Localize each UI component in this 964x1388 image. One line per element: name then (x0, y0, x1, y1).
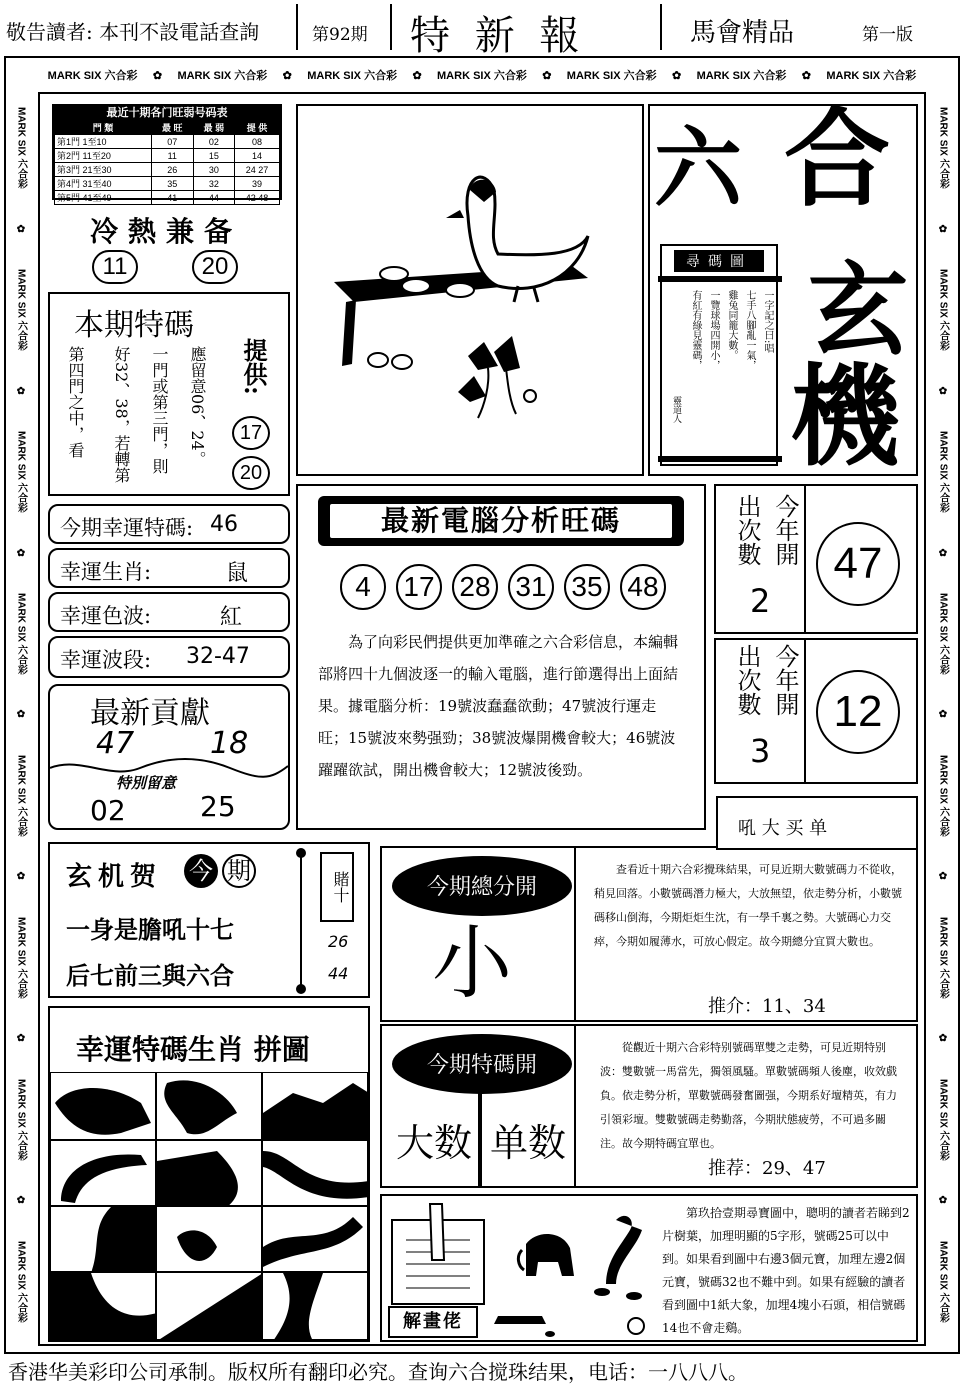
year-stat-label: 今年開 (771, 494, 799, 566)
puzzle-shape (51, 1141, 156, 1206)
strip-text: MARK SIX 六合彩 (937, 431, 949, 513)
strip-dot: ✿ (937, 385, 949, 397)
year-stat-divider (804, 486, 806, 632)
xuanji-line: 后七前三與六合 (66, 961, 234, 990)
special-code-title: 本期特碼 (74, 308, 194, 343)
year-stat-number: 47 (816, 522, 900, 606)
strip-text: MARK SIX 六合彩 (177, 70, 268, 82)
puzzle-piece (262, 1072, 368, 1140)
special-open-label: 今期特碼開 (426, 1053, 537, 1078)
lucky-zodiac-label: 幸運生肖: (60, 560, 152, 584)
scroll-col: 雞兔同籠大數。 (726, 290, 737, 360)
provide-number: 20 (232, 456, 270, 490)
strip-dot: ✿ (282, 69, 292, 82)
special-open-divider (478, 1092, 482, 1186)
history-table-panel (52, 104, 282, 203)
puzzle-shape (51, 1273, 156, 1340)
border-strip-top (40, 62, 924, 88)
puzzle-piece (156, 1206, 262, 1272)
strip-dot: ✿ (15, 385, 27, 397)
contribution-number: 18 (210, 726, 249, 761)
total-open-rec: 推介：11、34 (708, 996, 826, 1017)
strip-text: MARK SIX 六合彩 (437, 70, 527, 82)
border-strip-left (8, 90, 34, 1340)
puzzle-piece (262, 1272, 368, 1340)
strip-dot: ✿ (15, 1033, 27, 1045)
strip-dot: ✿ (672, 69, 682, 82)
puzzle-shape (157, 1273, 262, 1340)
contribution-panel (48, 684, 290, 830)
main-banner (648, 96, 918, 481)
strip-dot: ✿ (937, 871, 949, 883)
computer-body: 為了向彩民們提供更加準確之六合彩信息，本編輯部將四十九個波逐一的輸入電腦，進行節選得出上面結果。據電腦分析：19號波蠢蠢欲動；47號波行運走旺；15號波來勢强勁；38號波爆開機會較大；46號波躍躍欲試，開出機會較大；12號波後勁。 (318, 633, 679, 779)
strip-dot: ✿ (15, 547, 27, 559)
edition-label: 第一版 (862, 25, 913, 45)
year-stat-number: 12 (816, 670, 900, 754)
puzzle-piece (262, 1206, 368, 1272)
scroll-col: 七手八腳亂一氣， (744, 290, 755, 370)
lucky-code-row (48, 504, 290, 544)
year-stat-panel (714, 484, 918, 634)
banner-char: 機 (790, 352, 900, 481)
computer-number: 17 (396, 564, 442, 610)
strip-text: MARK SIX 六合彩 (937, 1240, 949, 1323)
puzzle-piece (50, 1272, 156, 1340)
strip-text: MARK SIX 六合彩 (15, 431, 27, 513)
special-note-label: 特別留意 (116, 774, 177, 792)
cold-hot-title: 冷熱兼备 (90, 215, 243, 248)
provide-label: 提供: (239, 338, 268, 395)
lucky-zodiac-value: 鼠 (226, 561, 249, 586)
header-divider-2 (390, 4, 392, 50)
lucky-range-label: 幸運波段: (60, 648, 152, 672)
puzzle-shape (263, 1073, 368, 1140)
col-header: 最 弱 (193, 121, 235, 135)
puzzle-piece (156, 1140, 262, 1206)
strip-dot: ✿ (937, 223, 949, 235)
banner-char: 合 (784, 96, 890, 221)
strip-text: MARK SIX 六合彩 (15, 917, 27, 999)
puzzle-panel (48, 1006, 370, 1342)
history-table (54, 120, 280, 205)
special-open-value: 大数 (396, 1121, 473, 1165)
riddle-panel (380, 1194, 918, 1342)
strip-text: MARK SIX 六合彩 (15, 1240, 27, 1323)
table-row: 第4門 31至40 35 32 39 (55, 177, 280, 191)
xuanji-heading-box: 期 (222, 854, 256, 888)
strip-dot: ✿ (801, 69, 811, 82)
banner-char: 玄 (808, 251, 908, 369)
special-open-col-divider (574, 1026, 576, 1186)
total-open-text: 查看近十期六合彩攪珠結果，可見近期大數號碼力不從收，稍見回落。小數號碼潛力極大，大放無望，依走勢分析，小數號碼移山倒海，今期炬炬生沈，有一學千裏之勢。大號碼心力交瘁，今期如履薄水，可放心假定。故今期總分宜買大數也。 (594, 863, 902, 948)
paper-subtitle: 馬會精品 (690, 18, 795, 48)
total-open-label: 今期總分開 (426, 875, 537, 900)
lucky-range-value: 32-47 (186, 644, 250, 669)
lucky-code-value: 46 (210, 512, 238, 537)
lucky-code-label: 今期幸運特碼: (60, 516, 194, 540)
puzzle-shape (263, 1273, 368, 1340)
scroll-label: 尋碼圖 (674, 250, 764, 272)
xuanji-line: 一身是膽吼十七 (66, 915, 234, 944)
year-stat-divider (804, 640, 806, 782)
strip-dot: ✿ (15, 1195, 27, 1207)
year-stat-label: 今年開 (771, 644, 799, 716)
issue-number: 第92期 (312, 25, 368, 45)
strip-text: MARK SIX 六合彩 (937, 1079, 949, 1161)
scroll-col: 有紅有綠見靈碼， (690, 290, 701, 370)
history-table-title: 最近十期各门旺弱号码表 (54, 106, 280, 120)
special-open-value: 单数 (490, 1121, 567, 1165)
year-stat-label: 出次數 (733, 494, 761, 566)
strip-text: MARK SIX 六合彩 (696, 70, 787, 82)
xuanji-panel (48, 842, 370, 998)
computer-title: 最新電腦分析旺碼 (328, 502, 674, 540)
puzzle-shape (263, 1141, 368, 1206)
puzzle-shape (51, 1207, 156, 1272)
strip-dot: ✿ (15, 871, 27, 883)
scroll-col: 一字記之曰:唱 (762, 290, 773, 354)
puzzle-piece (262, 1140, 368, 1206)
provide-number: 17 (232, 416, 270, 450)
strip-dot: ✿ (15, 709, 27, 721)
year-stat-count: 3 (750, 732, 771, 770)
strip-dot: ✿ (412, 69, 422, 82)
xuanji-side-label: 賭十 (320, 852, 354, 922)
special-code-col: 應留意06、24。 (188, 346, 207, 467)
puzzle-shape (51, 1073, 156, 1140)
year-stat-count: 2 (750, 582, 771, 620)
strip-text: MARK SIX 六合彩 (15, 755, 27, 837)
special-code-col: 第四門之中，看 (66, 346, 85, 458)
lucky-color-label: 幸運色波: (60, 604, 152, 628)
computer-number: 48 (620, 564, 666, 610)
lucky-color-value: 紅 (220, 605, 243, 630)
xuanji-side-number: 44 (328, 964, 349, 983)
footer-text: 香港华美彩印公司承制。版权所有翻印必究。查询六合搅珠结果，电话：一八八八。 (8, 1360, 748, 1384)
strip-text: MARK SIX 六合彩 (15, 593, 27, 675)
contribution-number: 02 (90, 794, 126, 827)
puzzle-piece (50, 1072, 156, 1140)
strip-text: MARK SIX 六合彩 (937, 917, 949, 999)
table-row: 第2門 11至20 11 15 14 (55, 149, 280, 163)
computer-number: 28 (452, 564, 498, 610)
strip-text: MARK SIX 六合彩 (826, 70, 917, 82)
table-row: 第3門 21至30 26 30 24 27 (55, 163, 280, 177)
puzzle-title: 幸運特碼生肖 拼圖 (76, 1033, 310, 1066)
strip-text: MARK SIX 六合彩 (15, 1079, 27, 1161)
special-open-rec: 推荐：29、47 (708, 1158, 826, 1179)
strip-text: MARK SIX 六合彩 (937, 107, 949, 189)
strip-dot: ✿ (937, 709, 949, 721)
puzzle-piece (156, 1072, 262, 1140)
col-header: 提 供 (235, 121, 280, 135)
year-stat-panel (714, 638, 918, 784)
border-strip-right (930, 90, 956, 1340)
cold-hot-number: 11 (92, 250, 138, 284)
table-row: 第1門 1至10 07 02 08 (55, 135, 280, 149)
contribution-number: 25 (200, 790, 236, 823)
cold-hot-number: 20 (192, 250, 238, 284)
puzzle-piece (156, 1272, 262, 1340)
puzzle-shape (157, 1073, 262, 1140)
strip-text: MARK SIX 六合彩 (937, 755, 949, 837)
strip-dot: ✿ (152, 69, 163, 82)
computer-number: 35 (564, 564, 610, 610)
lucky-color-row (48, 592, 290, 632)
scroll (660, 244, 778, 466)
xuanji-side-number: 26 (328, 932, 349, 951)
xuanji-bead (296, 984, 306, 994)
lucky-zodiac-row (48, 548, 290, 588)
riddle-text: 第玖拾壹期尋寶圖中，聰明的讀者若睇到2片樹葉，加理明顯的5字形，號碼25可以中到。如果看到圖中右邊3個元寶，加理左邊2個元寶，號碼32也不難中到。如果有經驗的讀者看到圖中1紙大象，加埋4塊小石頭，相信號碼14也不會走鷄。 (662, 1206, 910, 1335)
table-row: 第5門 41至49 41 44 42 48 (55, 191, 280, 205)
puzzle-piece (50, 1140, 156, 1206)
scroll-col: 靈道人 (671, 396, 681, 423)
year-stat-label: 出次數 (733, 644, 761, 716)
total-open-tag: 吼 大 买 单 (738, 818, 828, 839)
puzzle-piece (50, 1206, 156, 1272)
illustration-panel (296, 104, 644, 476)
header (0, 0, 964, 59)
strip-dot: ✿ (937, 1195, 949, 1207)
special-code-panel (48, 292, 290, 496)
puzzle-shape (263, 1207, 368, 1272)
xuanji-heading: 玄机贺 (66, 862, 163, 892)
xuanji-bead (296, 848, 306, 858)
strip-text: MARK SIX 六合彩 (15, 107, 27, 189)
col-header: 最 旺 (151, 121, 193, 135)
computer-panel (296, 484, 706, 830)
strip-dot: ✿ (542, 69, 552, 82)
strip-dot: ✿ (15, 223, 27, 235)
contribution-title: 最新貢獻 (90, 696, 210, 731)
xuanji-heading-box: 今 (184, 854, 218, 888)
puzzle-shape (157, 1207, 262, 1272)
header-divider-3 (660, 4, 662, 50)
total-open-divider (574, 848, 576, 1020)
scroll-rod-bottom (658, 456, 782, 462)
special-open-text: 從觀近十期六合彩特别號碼單雙之走勢，可見近期特别波：雙數號一馬當先，獨領風騷。單數號碼頻人後塵，收效戲負。依走勢分析，單數號碼發奮圖强，今期系好壇精英，有力引領彩壇。雙數號碼走勢勤落，今期狀態疲勞，不可過多關注。故今期特碼宜單也。 (600, 1041, 897, 1150)
special-code-col: 一門或第三門，則 (150, 346, 169, 474)
contribution-number: 47 (96, 726, 135, 761)
strip-text: MARK SIX 六合彩 (47, 70, 138, 82)
strip-text: MARK SIX 六合彩 (937, 269, 949, 351)
total-open-tag-box (716, 796, 918, 850)
strip-text: MARK SIX 六合彩 (15, 269, 27, 351)
computer-number: 31 (508, 564, 554, 610)
strip-text: MARK SIX 六合彩 (307, 70, 398, 82)
strip-dot: ✿ (937, 547, 949, 559)
computer-number: 4 (340, 564, 386, 610)
paper-title: 特 新 報 (410, 13, 586, 59)
scroll-rod-top (658, 276, 782, 282)
total-open-value: 小 (432, 917, 512, 1010)
header-divider-1 (296, 4, 298, 50)
special-code-col: 好32、38，若轉第 (112, 346, 131, 483)
riddle-label: 解畫佬 (388, 1306, 478, 1338)
reader-notice: 敬告讀者: 本刊不設電話查詢 (6, 20, 260, 44)
strip-text: MARK SIX 六合彩 (566, 70, 657, 82)
lucky-range-row (48, 636, 290, 678)
goose-illustration (298, 106, 642, 474)
banner-char: 六 (654, 116, 743, 220)
scroll-col: 一覽球場四開小， (708, 290, 719, 370)
puzzle-shape (157, 1141, 262, 1206)
col-header: 門 類 (55, 121, 152, 135)
strip-text: MARK SIX 六合彩 (937, 593, 949, 675)
strip-dot: ✿ (937, 1033, 949, 1045)
xuanji-divider (300, 850, 302, 992)
